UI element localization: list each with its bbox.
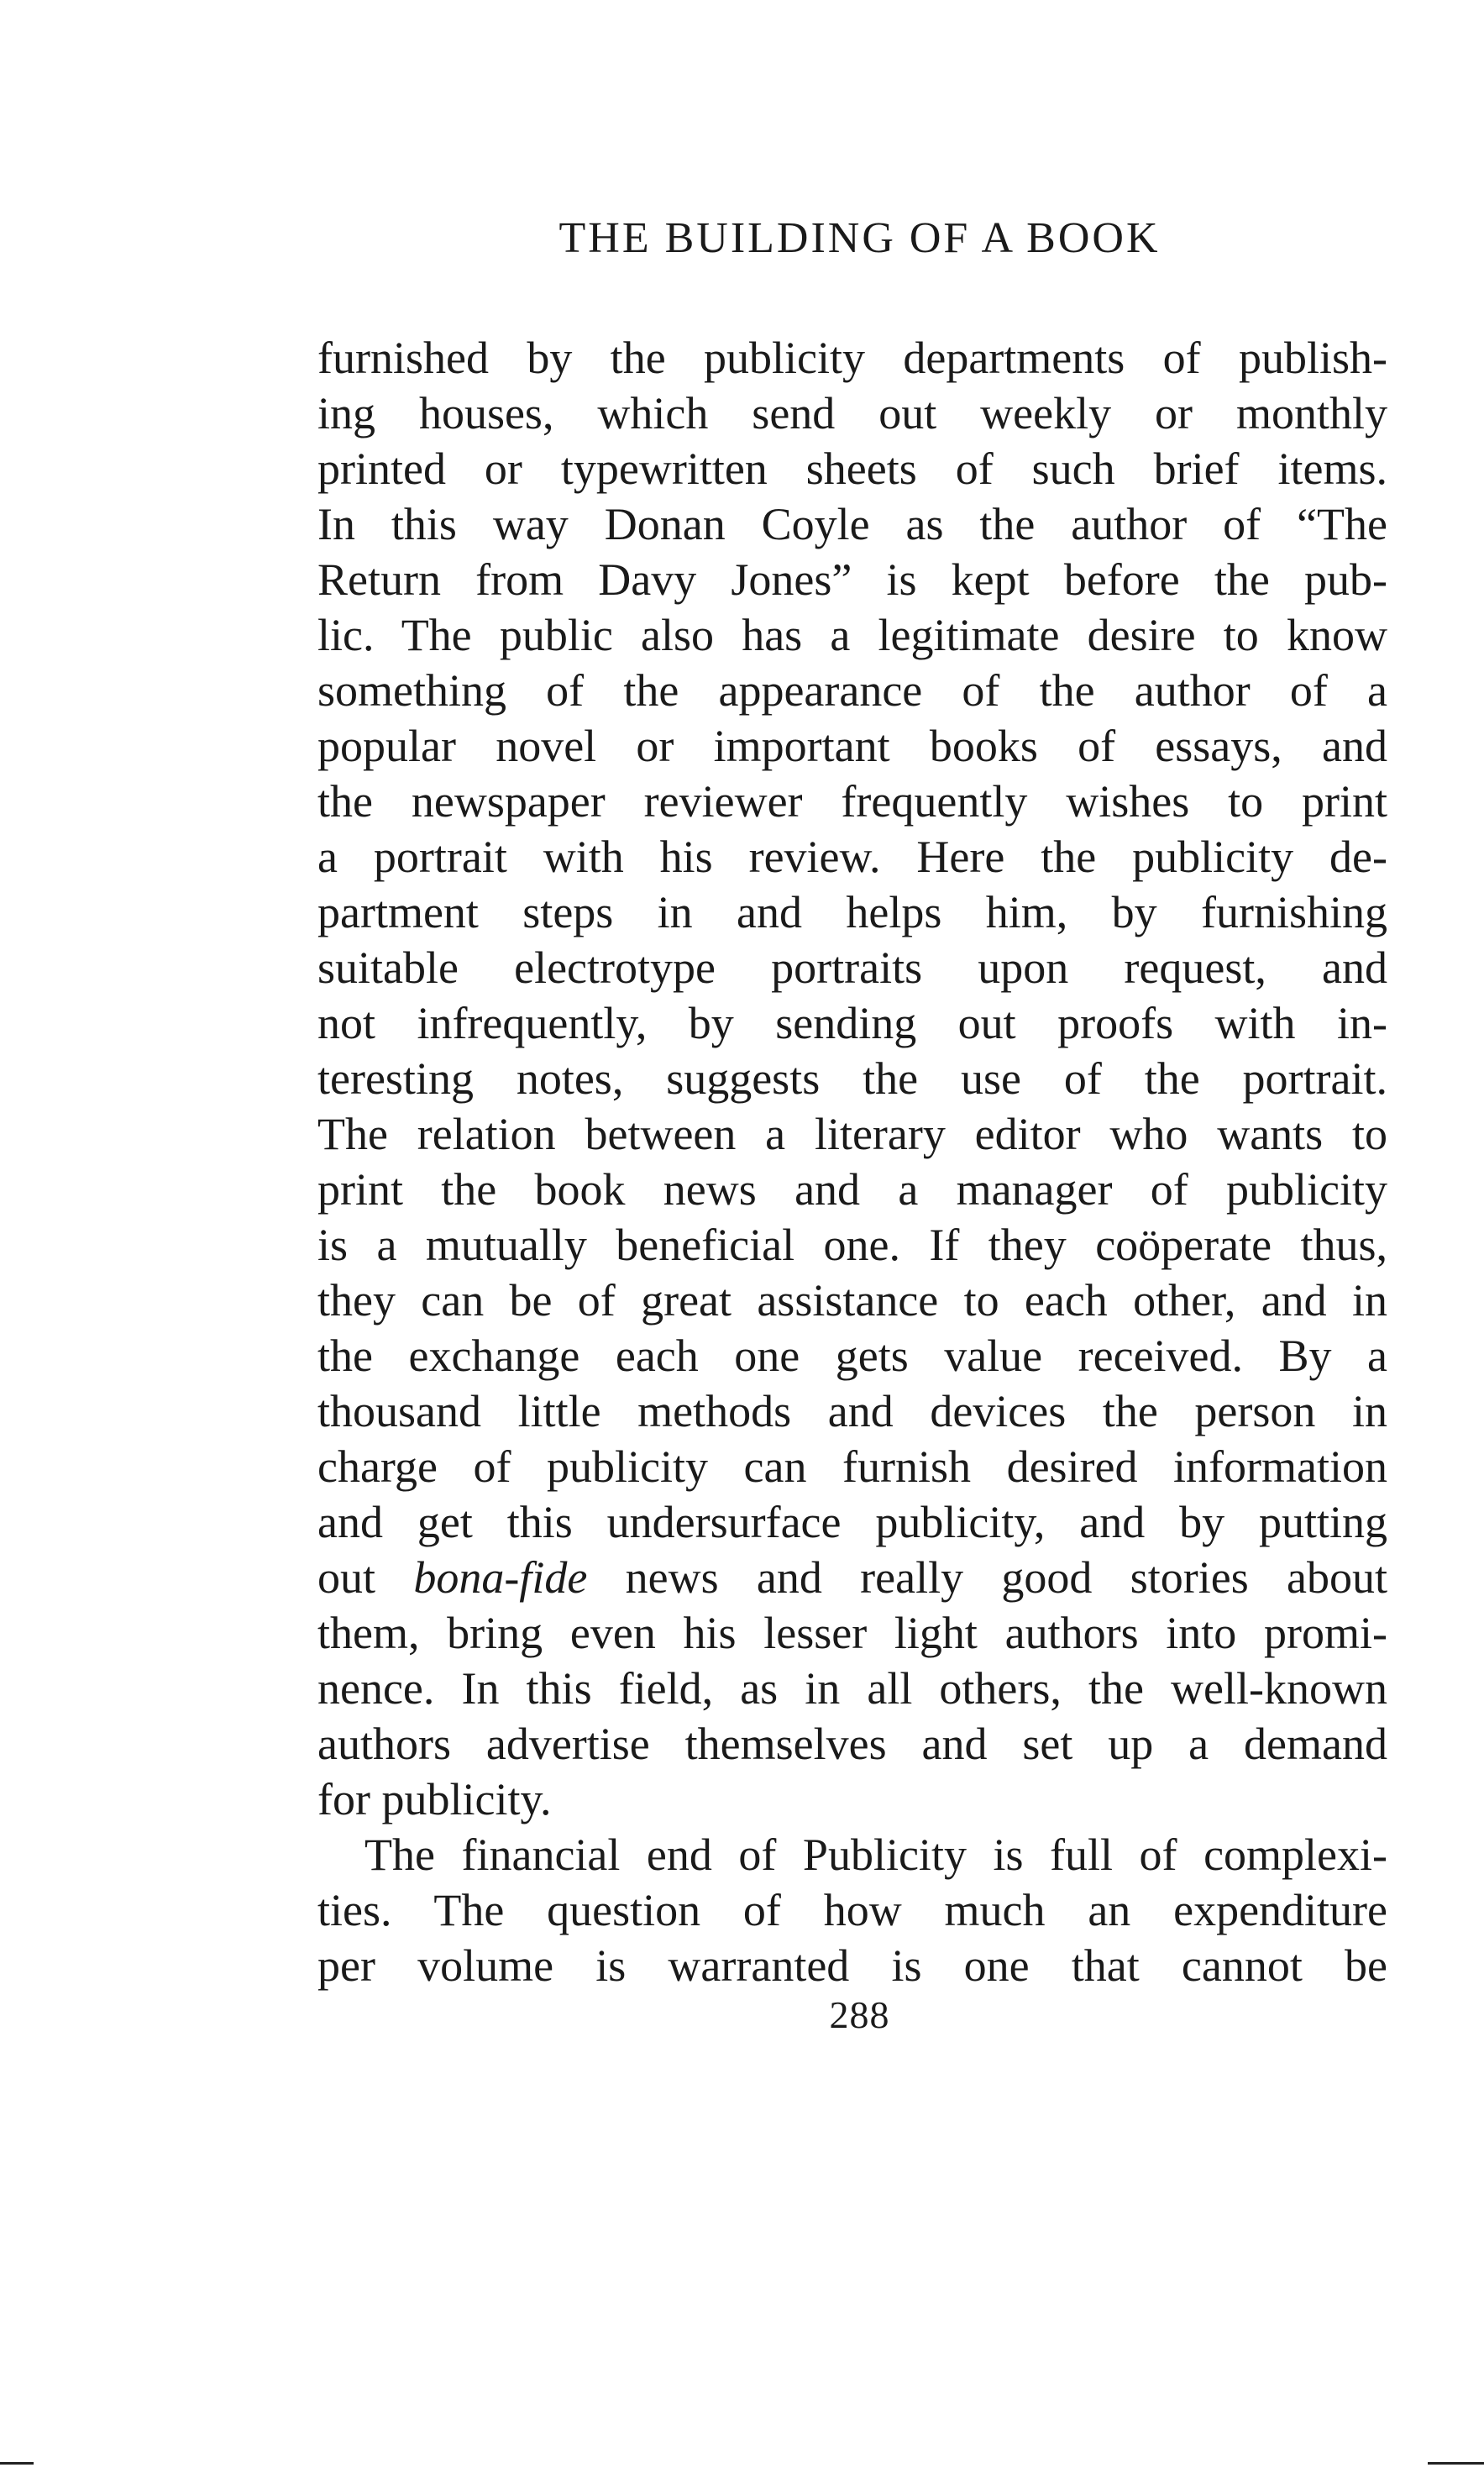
text-line [317,1051,1387,1106]
text-line [317,1328,1387,1383]
text-run: is a mutually beneficial one. If they coöperate thus, [317,1220,1387,1270]
text-run: authors advertise themselves and set up a demand [317,1719,1387,1769]
text-line [317,1661,1387,1716]
text-run: suitable electrotype portraits upon request, and [317,942,1387,993]
italic-term: bona-fide [413,1552,588,1603]
text-line [317,1383,1387,1439]
text-line [317,386,1387,441]
text-line [317,1162,1387,1217]
text-line [317,663,1387,718]
text-run: nence. In this field, as in all others, the well-known [317,1663,1387,1714]
text-run: them, bring even his lesser light authors into promi- [317,1608,1387,1658]
text-run: In this way Donan Coyle as the author of “The [317,499,1387,549]
text-run: Return from Davy Jones” is kept before the pub- [317,554,1387,605]
text-line [317,718,1387,774]
text-line [317,1716,1387,1772]
text-run: lic. The public also has a legitimate desire to know [317,610,1387,660]
text-run: the newspaper reviewer frequently wishes to print [317,776,1387,827]
page-number: 288 [829,1993,890,2036]
scan-edge-mark-right [1428,2462,1484,2465]
text-run: a portrait with his review. Here the publicity de- [317,832,1387,882]
text-line [317,1217,1387,1273]
text-run: teresting notes, suggests the use of the portrait. [317,1053,1387,1104]
text-run: for publicity. [317,1774,552,1824]
text-run: they can be of great assistance to each other, and in [317,1275,1387,1326]
running-head: THE BUILDING OF A BOOK [558,214,1161,262]
text-line [317,885,1387,940]
text-run: charge of publicity can furnish desired information [317,1441,1387,1492]
text-line [317,1938,1387,1993]
text-run: ties. The question of how much an expenditure [317,1885,1387,1935]
text-run: The relation between a literary editor who wants to [317,1109,1387,1159]
text-run: news and really good stories about [587,1552,1387,1603]
text-line [317,441,1387,496]
text-line [317,1827,1387,1882]
paragraph [317,1827,1387,1993]
text-line [317,1273,1387,1328]
text-line [317,1605,1387,1661]
text-line [317,552,1387,607]
text-line [317,496,1387,552]
text-line [317,330,1387,386]
text-line [317,1494,1387,1550]
text-line [317,607,1387,663]
text-line [317,829,1387,885]
text-line [317,1106,1387,1162]
text-run: thousand little methods and devices the person in [317,1386,1387,1436]
text-run: out [317,1552,414,1603]
text-run: the exchange each one gets value received. By a [317,1331,1387,1381]
text-run: furnished by the publicity departments of publish- [317,333,1387,383]
text-line [317,995,1387,1051]
text-run: print the book news and a manager of publicity [317,1164,1387,1215]
text-line [317,1882,1387,1938]
scan-edge-mark-left [0,2462,34,2465]
body-text [317,330,1387,1993]
text-run: partment steps in and helps him, by furnishing [317,887,1387,937]
text-line [317,940,1387,995]
text-line [317,774,1387,829]
paragraph [317,330,1387,1827]
text-line [317,1772,1387,1827]
text-line [317,1439,1387,1494]
text-run: something of the appearance of the author of a [317,665,1387,716]
text-run: popular novel or important books of essays, and [317,721,1387,771]
text-run: and get this undersurface publicity, and by putting [317,1497,1387,1547]
text-run: The financial end of Publicity is full of complexi- [364,1830,1387,1880]
text-line [317,1550,1387,1605]
text-run: ing houses, which send out weekly or monthly [317,388,1387,438]
text-run: printed or typewritten sheets of such brief items. [317,444,1387,494]
text-run: per volume is warranted is one that cannot be [317,1940,1387,1991]
text-run: not infrequently, by sending out proofs with in- [317,998,1387,1048]
